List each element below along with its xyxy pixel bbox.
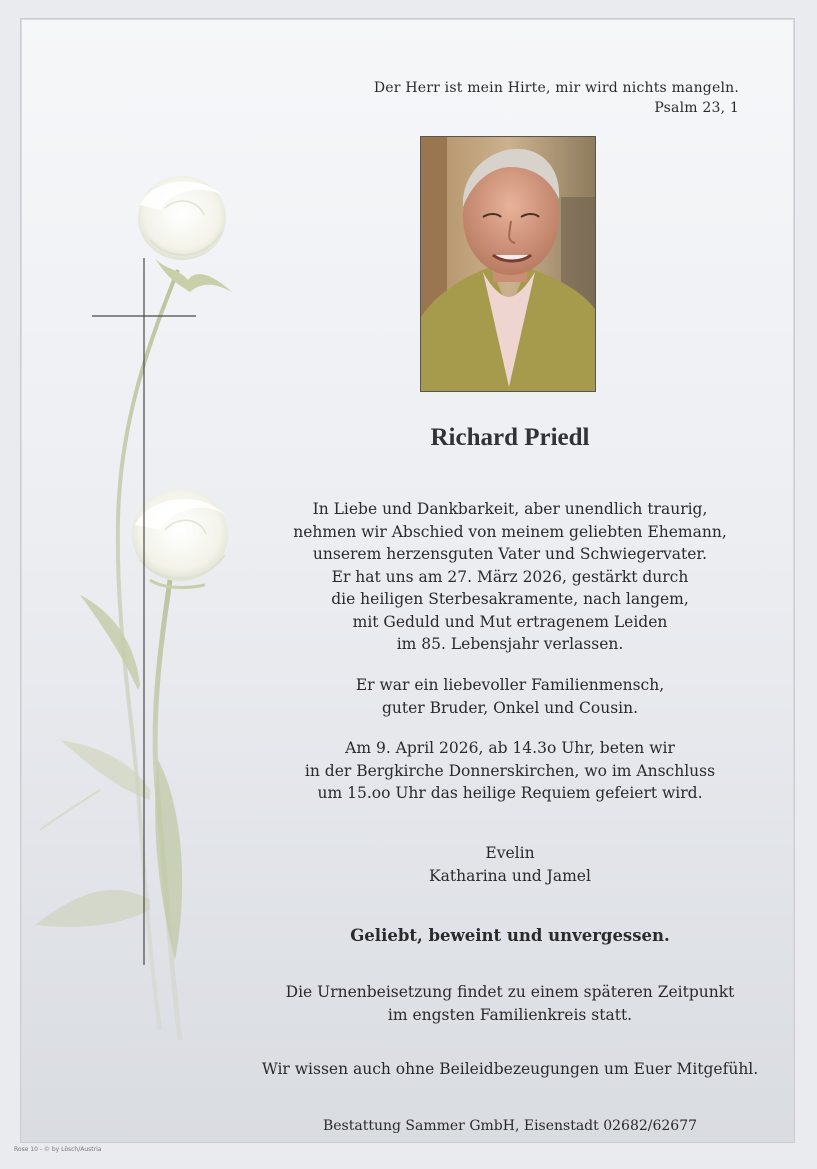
text-line: Am 9. April 2026, ab 14.3o Uhr, beten wir [345,739,675,757]
rose-bloom-upper [138,176,228,260]
text-line: In Liebe und Dankbarkeit, aber unendlich traurig, [312,500,708,518]
text-line: mit Geduld und Mut ertragenem Leiden [352,612,668,631]
deceased-name: Richard Priedl [430,424,590,451]
leaf [155,760,182,960]
imprint: Rose 10 - © by Lösch/Austria [14,1146,102,1153]
text-line: Er hat uns am 27. März 2026, gestärkt durch [331,567,689,586]
bible-quote [374,78,739,118]
rose-bloom-lower [132,489,230,587]
text-line: guter Bruder, Onkel und Cousin. [381,698,639,717]
obituary-paragraph-1 [240,498,780,656]
text-line: nehmen wir Abschied von meinem geliebten Ehemann, [293,522,727,541]
text-line: in der Bergkirche Donnerskirchen, wo im Anschluss [304,761,716,780]
text-line: im engsten Familienkreis statt. [387,1005,633,1024]
text-line: Die Urnenbeisetzung findet zu einem späteren Zeitpunkt [285,983,735,1001]
obituary-paragraph-2 [240,674,780,719]
text-line: unserem herzensguten Vater und Schwiegervater. [312,545,708,563]
funeral-home: Bestattung Sammer GmbH, Eisenstadt 02682/62677 [322,1118,698,1134]
text-line: die heiligen Sterbesakramente, nach langem, [331,590,689,608]
closing-phrase: Geliebt, beweint und unvergessen. [350,926,670,945]
quote-reference: Psalm 23, 1 [654,100,739,116]
sepal [155,258,232,292]
service-details [240,737,780,805]
text-line: im 85. Lebensjahr verlassen. [396,635,624,653]
mourner-line: Evelin [485,844,535,862]
quote-text: Der Herr ist mein Hirte, mir wird nichts mangeln. [373,80,739,96]
leaf [40,790,100,830]
mourner-line: Katharina und Jamel [429,866,591,885]
leaf [80,595,140,690]
leaf [35,890,150,927]
portrait-photo [420,136,596,392]
text-line: um 15.oo Uhr das heilige Requiem gefeiert wird. [317,784,703,802]
text-line: Er war ein liebevoller Familienmensch, [355,676,665,694]
urn-burial-note [240,981,780,1026]
mourners [240,842,780,887]
portrait-image [421,137,596,392]
condolence-note: Wir wissen auch ohne Beileidbezeugungen um Euer Mitgefühl. [261,1060,759,1078]
